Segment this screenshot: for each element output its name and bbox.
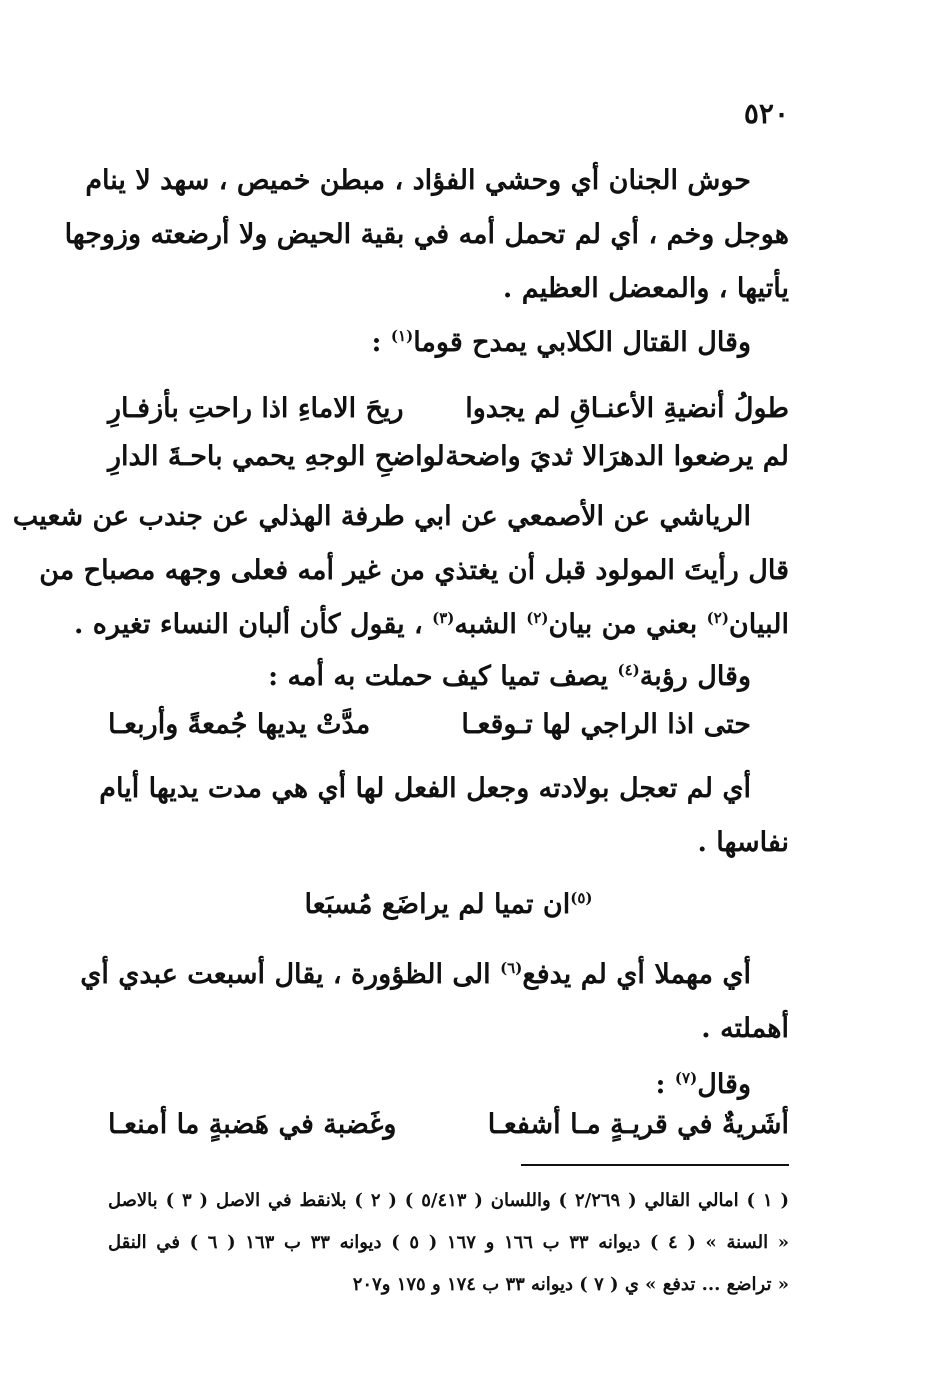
text-line: نفاسها . — [697, 827, 789, 858]
text-segment: ، يقول كأن ألبان النساء تغيره . — [74, 609, 433, 640]
text-segment: الشبه — [454, 609, 527, 640]
intro-end: يصف تميا كيف حملت به أمه : — [268, 661, 618, 692]
footnote-ref: (٧) — [674, 1069, 698, 1087]
verse-line — [108, 382, 789, 436]
verse-line — [108, 1098, 789, 1152]
text-line: يأتيها ، والمعضل العظيم . — [502, 273, 789, 304]
verse-centered — [108, 878, 789, 932]
footnote-line: « تراضع ... تدفع » ي ( ٧ ) ديوانه ٣٣ ب ١٧٤ و ١٧٥ و٢٠٧ — [352, 1274, 789, 1295]
verse-hemistich-first: لم يرضعوا الدهرَالا ثديَ واضحة — [445, 441, 789, 472]
footnote-separator — [521, 1164, 789, 1166]
verse-line — [108, 430, 789, 484]
text-segment: أي مهملا أي لم يدفع — [522, 959, 751, 990]
verse-hemistich-first: أشَريةٌ في قريـةٍ مـا أشفعـا — [487, 1109, 789, 1140]
footnote-ref: (٣) — [432, 609, 455, 627]
footnote-ref: (٢) — [526, 609, 549, 627]
footnote-line: « السنة » ( ٤ ) ديوانه ٣٣ ب ١٦٦ و ١٦٧ ( ٥ ) ديوانه ٣٣ ب ١٦٣ ( ٦ ) في النقل — [108, 1232, 789, 1253]
book-page — [12, 92, 789, 1375]
verse-hemistich-first: طولُ أنضيةِ الأعنـاقِ لم يجدوا — [465, 393, 789, 424]
intro-text: وقال القتال الكلابي يمدح قوما — [413, 327, 751, 358]
text-line: قال رأيتَ المولود قبل أن يغتذي من غير أمه فعلى وجهه مصباح من — [39, 555, 789, 586]
text-line: هوجل وخم ، أي لم تحمل أمه في بقية الحيض ولا أرضعته وزوجها — [64, 219, 789, 250]
verse-hemistich-first: حتى اذا الراجي لها تـوقعـا — [461, 709, 751, 740]
paragraph-explanation — [99, 762, 789, 870]
footnote-ref: (٦) — [500, 959, 523, 977]
footnote-ref: (٤) — [617, 661, 640, 679]
text-line: أهملته . — [701, 1013, 789, 1044]
verse-hemistich-second: لواضحِ الوجهِ يحمي باحـةَ الدارِ — [108, 441, 445, 472]
verse-intro-ruba — [108, 650, 789, 704]
text-segment: الى الظؤورة ، يقال أسبعت عبدي أي — [80, 959, 501, 990]
footnote-ref: (٥) — [570, 889, 593, 907]
paragraph-1 — [64, 154, 789, 316]
verse-hemistich-second: وغَضبة في هَضبةٍ ما أمنعـا — [108, 1109, 397, 1140]
footnote-ref: (٢) — [706, 609, 729, 627]
footnotes — [108, 1180, 789, 1306]
verse-intro-qattal — [108, 316, 789, 370]
text-line — [80, 948, 789, 1002]
verse-hemistich-second: مدَّتْ يديها جُمعةً وأربعـا — [108, 709, 371, 740]
footnote-line: ( ١ ) امالي القالي ( ٢/٢٦٩ ) واللسان ( ٥/٤١٣ ) ( ٢ ) بلانقط في الاصل ( ٣ ) بالاصل — [108, 1190, 789, 1211]
text-line — [74, 598, 789, 652]
intro-end: : — [371, 327, 391, 358]
text-line: حوش الجنان أي وحشي الفؤاد ، مبطن خميص ، سهد لا ينام — [85, 165, 751, 196]
intro-text: وقال رؤبة — [639, 661, 751, 692]
intro-text: وقال — [697, 1069, 751, 1100]
text-segment: البيان — [728, 609, 789, 640]
verse-line — [108, 698, 789, 752]
text-line: أي لم تعجل بولادته وجعل الفعل لها أي هي مدت يديها أيام — [99, 773, 751, 804]
verse-hemistich-second: ريحَ الاماءِ اذا راحتِ بأزفـارِ — [108, 393, 404, 424]
text-line: الرياشي عن الأصمعي عن ابي طرفة الهذلي عن جندب عن شعيب — [12, 501, 751, 532]
page-number: ٥٢٠ — [743, 97, 789, 130]
paragraph-muhmal — [80, 948, 789, 1056]
paragraph-riyashi — [12, 490, 789, 652]
footnote-ref: (١) — [390, 327, 414, 345]
text-segment: بعني من بيان — [548, 609, 707, 640]
verse-text: ان تميا لم يراضَع مُسبَعا — [304, 889, 571, 920]
intro-end: : — [655, 1069, 675, 1100]
